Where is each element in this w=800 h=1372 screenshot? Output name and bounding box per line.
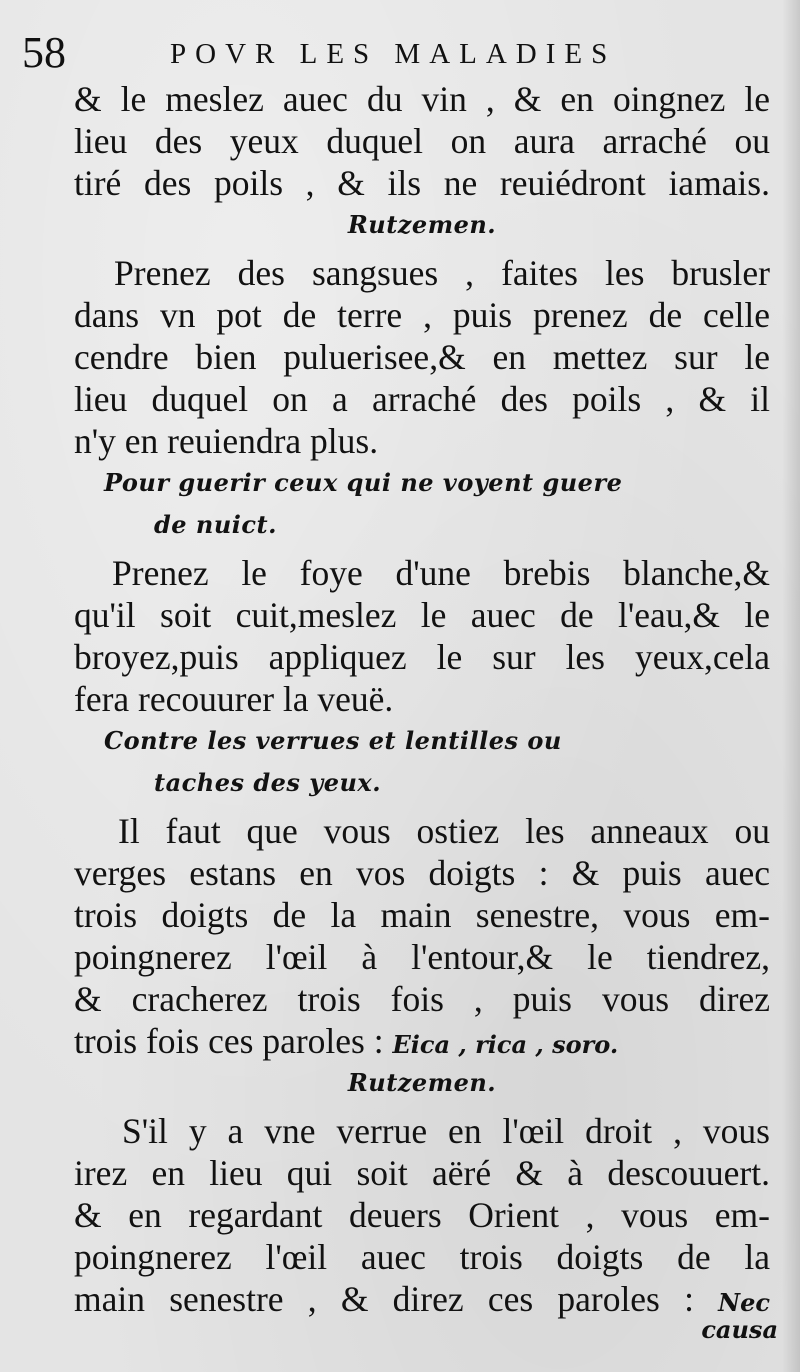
text-line: poingnerez l'œil auec trois doigts de la — [74, 1237, 770, 1277]
text-line: & le meslez auec du vin , & en oingnez le — [74, 79, 770, 119]
text-fragment: main senestre , & direz ces paroles : — [74, 1279, 694, 1319]
text-fragment: trois fois ces paroles : — [74, 1021, 384, 1061]
text-line: & en regardant deuers Orient , vous em- — [74, 1195, 770, 1235]
body-text — [74, 78, 770, 1320]
text-line: verges estans en vos doigts : & puis auec — [74, 853, 770, 893]
text-line: fera recouurer la veuë. — [74, 679, 394, 719]
text-line: qu'il soit cuit,meslez le auec de l'eau,& le — [74, 595, 770, 635]
text-line: broyez,puis appliquez le sur les yeux,cela — [74, 637, 770, 677]
text-line — [74, 1020, 770, 1062]
catchword: causa — [701, 1315, 778, 1344]
text-line: lieu des yeux duquel on aura arraché ou — [74, 121, 770, 161]
section-heading: Rutzemen. — [347, 1068, 497, 1097]
section-heading: de nuict. — [154, 510, 277, 539]
text-line: S'il y a vne verrue en l'œil droit , vous — [122, 1111, 770, 1151]
text-line: n'y en reuiendra plus. — [74, 421, 379, 461]
text-line: lieu duquel on a arraché des poils , & il — [74, 379, 770, 419]
incantation-text: Eica , rica , soro. — [392, 1030, 619, 1059]
text-line: irez en lieu qui soit aëré & à descouuert. — [74, 1153, 770, 1193]
section-heading: Pour guerir ceux qui ne voyent guere — [104, 468, 623, 497]
incantation-text: Nec — [718, 1288, 770, 1317]
section-heading: Contre les verrues et lentilles ou — [104, 726, 562, 755]
text-line: poingnerez l'œil à l'entour,& le tiendrez, — [74, 937, 770, 977]
text-line: cendre bien puluerisee,& en mettez sur le — [74, 337, 770, 377]
text-line: Prenez des sangsues , faites les brusler — [114, 253, 770, 293]
running-head: POVR LES MALADIES — [170, 38, 617, 70]
text-line — [74, 1278, 770, 1320]
text-line: Il faut que vous ostiez les anneaux ou — [118, 811, 770, 851]
section-heading: Rutzemen. — [347, 210, 497, 239]
page-header — [22, 28, 782, 78]
text-line: Prenez le foye d'une brebis blanche,& — [112, 553, 770, 593]
section-heading: taches des yeux. — [154, 768, 382, 797]
page-number: 58 — [22, 28, 66, 77]
text-line: tiré des poils , & ils ne reuiédront iamais. — [74, 163, 770, 203]
text-line: & cracherez trois fois , puis vous direz — [74, 979, 770, 1019]
text-line: trois doigts de la main senestre, vous em- — [74, 895, 770, 935]
text-line: dans vn pot de terre , puis prenez de celle — [74, 295, 770, 335]
